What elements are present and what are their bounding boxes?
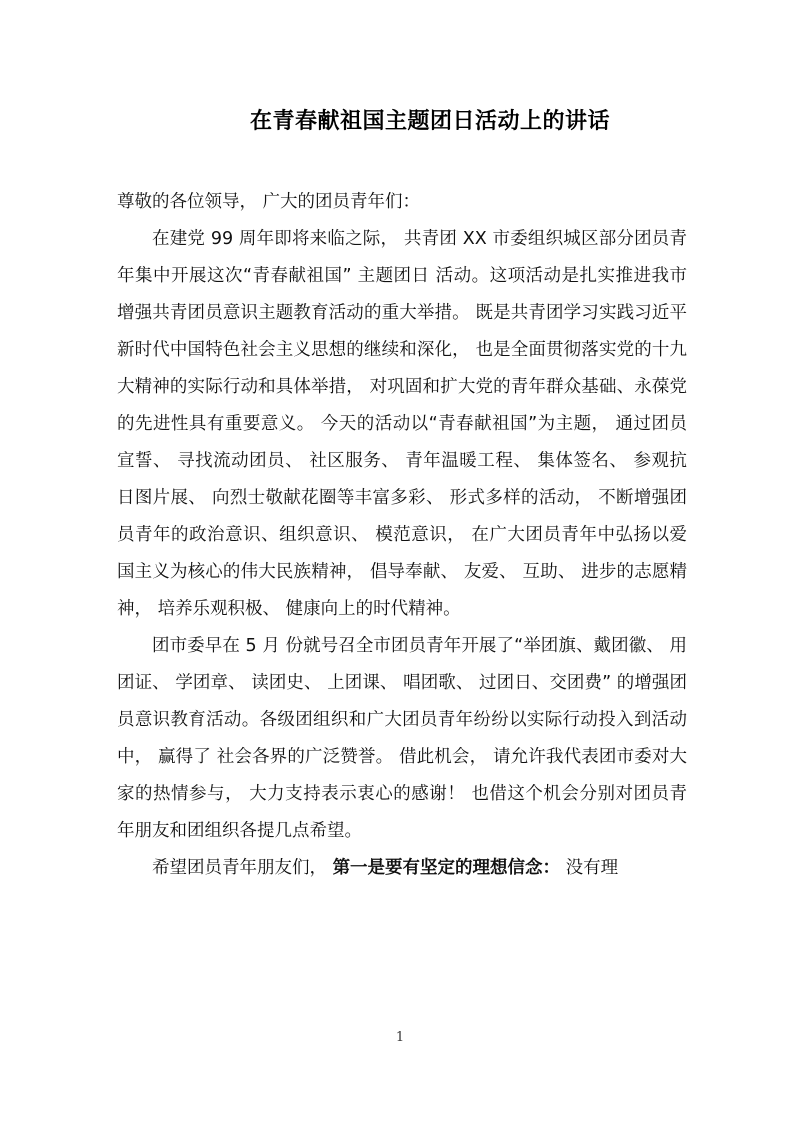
paragraph-3-lead: 希望团员青年朋友们， (152, 858, 333, 878)
paragraph-1: 在建党 99 周年即将来临之际， 共青团 XX 市委组织城区部分团员青年集中开展这次“青春献祖国” 主题团日 活动。这项活动是扎实推进我市增强共青团员意识主题教育活动的重大举措。 既是共青团学习实践习近平新时代中国特色社会主义思想的继续和深化， 也是全面贯彻落实党的十九大精神的实际行动和具体举措， 对巩固和扩大党的青年群众基础、永葆党的先进性具有重要意义。 今天的活动以“青春献祖国”为主题， 通过团员宣誓、 寻找流动团员、 社区服务、 青年温暖工程、 集体签名、 参观抗日图片展、 向烈士敬献花圈等丰富多彩、 形式多样的活动， 不断增强团员青年的政治意识、组织意识、 模范意识， 在广大团员青年中弘扬以爱国主义为核心的伟大民族精神， 倡导奉献、 友爱、 互助、 进步的志愿精神， 培养乐观积极、 健康向上的时代精神。 (117, 229, 687, 619)
paragraph-3 (117, 850, 687, 887)
document-title: 在青春献祖国主题团日活动上的讲话 (249, 109, 610, 134)
paragraph-3-tail: 没有理 (560, 858, 619, 878)
page-number: 1 (395, 1030, 405, 1045)
paragraph-3-bold-heading: 第一是要有坚定的理想信念： (332, 858, 561, 878)
paragraph-2: 团市委早在 5 月 份就号召全市团员青年开展了“举团旗、戴团徽、 用团证、 学团章、 读团史、 上团课、 唱团歌、 过团日、交团费” 的增强团员意识教育活动。各级团组织和广大团员青年纷纷以实际行动投入到活动中， 赢得了 社会各界的广泛赞誉。 借此机会， 请允许我代表团市委对大家的热情参与， 大力支持表示衷心的感谢！ 也借这个机会分别对团员青年朋友和团组织各提几点希望。 (117, 636, 687, 841)
document-body (117, 184, 687, 887)
salutation: 尊敬的各位领导， 广大的团员青年们： (117, 192, 421, 212)
